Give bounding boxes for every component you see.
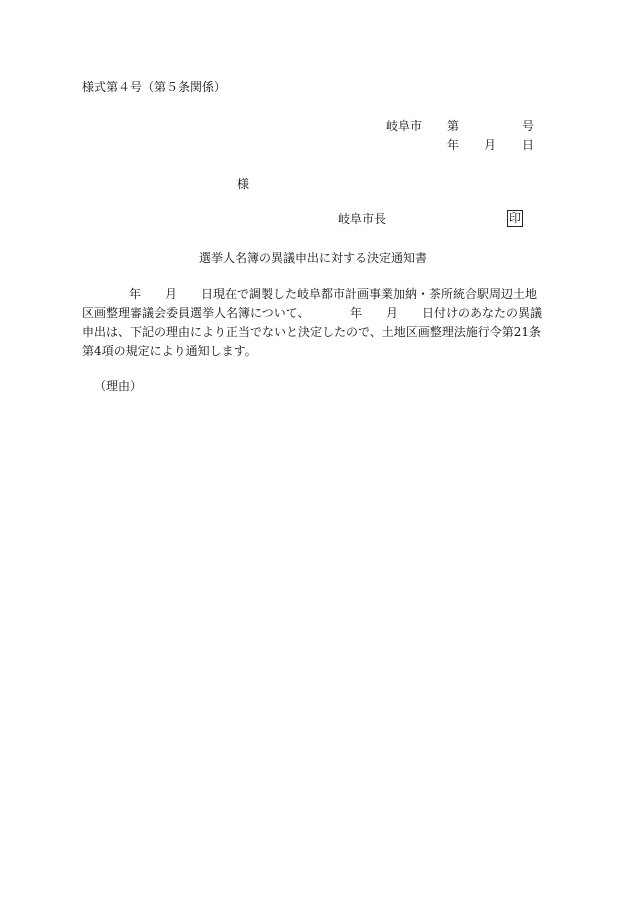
date-month: 月	[484, 138, 497, 152]
form-label: 様式第４号（第５条関係）	[82, 80, 227, 94]
seal-mark	[507, 210, 523, 227]
sender-title: 岐阜市長	[338, 212, 387, 226]
body-line3: 申出は、下記の理由により正当でないと決定したので、土地区画整理法施行令第21条	[82, 325, 542, 339]
issuer-city: 岐阜市	[386, 119, 423, 133]
date-year: 年	[447, 138, 460, 152]
body-line1-text: 日現在で調製した岐阜都市計画事業加納・茶所統合駅周辺土地	[201, 287, 538, 301]
body-line2-text: 区画整理審議会委員選挙人名簿について、	[82, 306, 310, 320]
doc-number-suffix: 号	[522, 119, 535, 133]
seal-label: 印	[509, 211, 522, 225]
body-line2-tail: 日付けのあなたの異議	[422, 306, 543, 320]
reason-label: （理由）	[94, 379, 143, 393]
body-line4: 第4項の規定により通知します。	[82, 344, 257, 358]
document-title: 選挙人名簿の異議申出に対する決定通知書	[199, 251, 428, 265]
addressee-suffix: 様	[237, 177, 250, 191]
body-line1-year: 年	[129, 287, 142, 301]
body-line2-year: 年	[350, 306, 363, 320]
doc-number-prefix: 第	[447, 119, 460, 133]
date-day: 日	[522, 138, 535, 152]
body-line1-month: 月	[165, 287, 178, 301]
body-line2-month: 月	[386, 306, 399, 320]
